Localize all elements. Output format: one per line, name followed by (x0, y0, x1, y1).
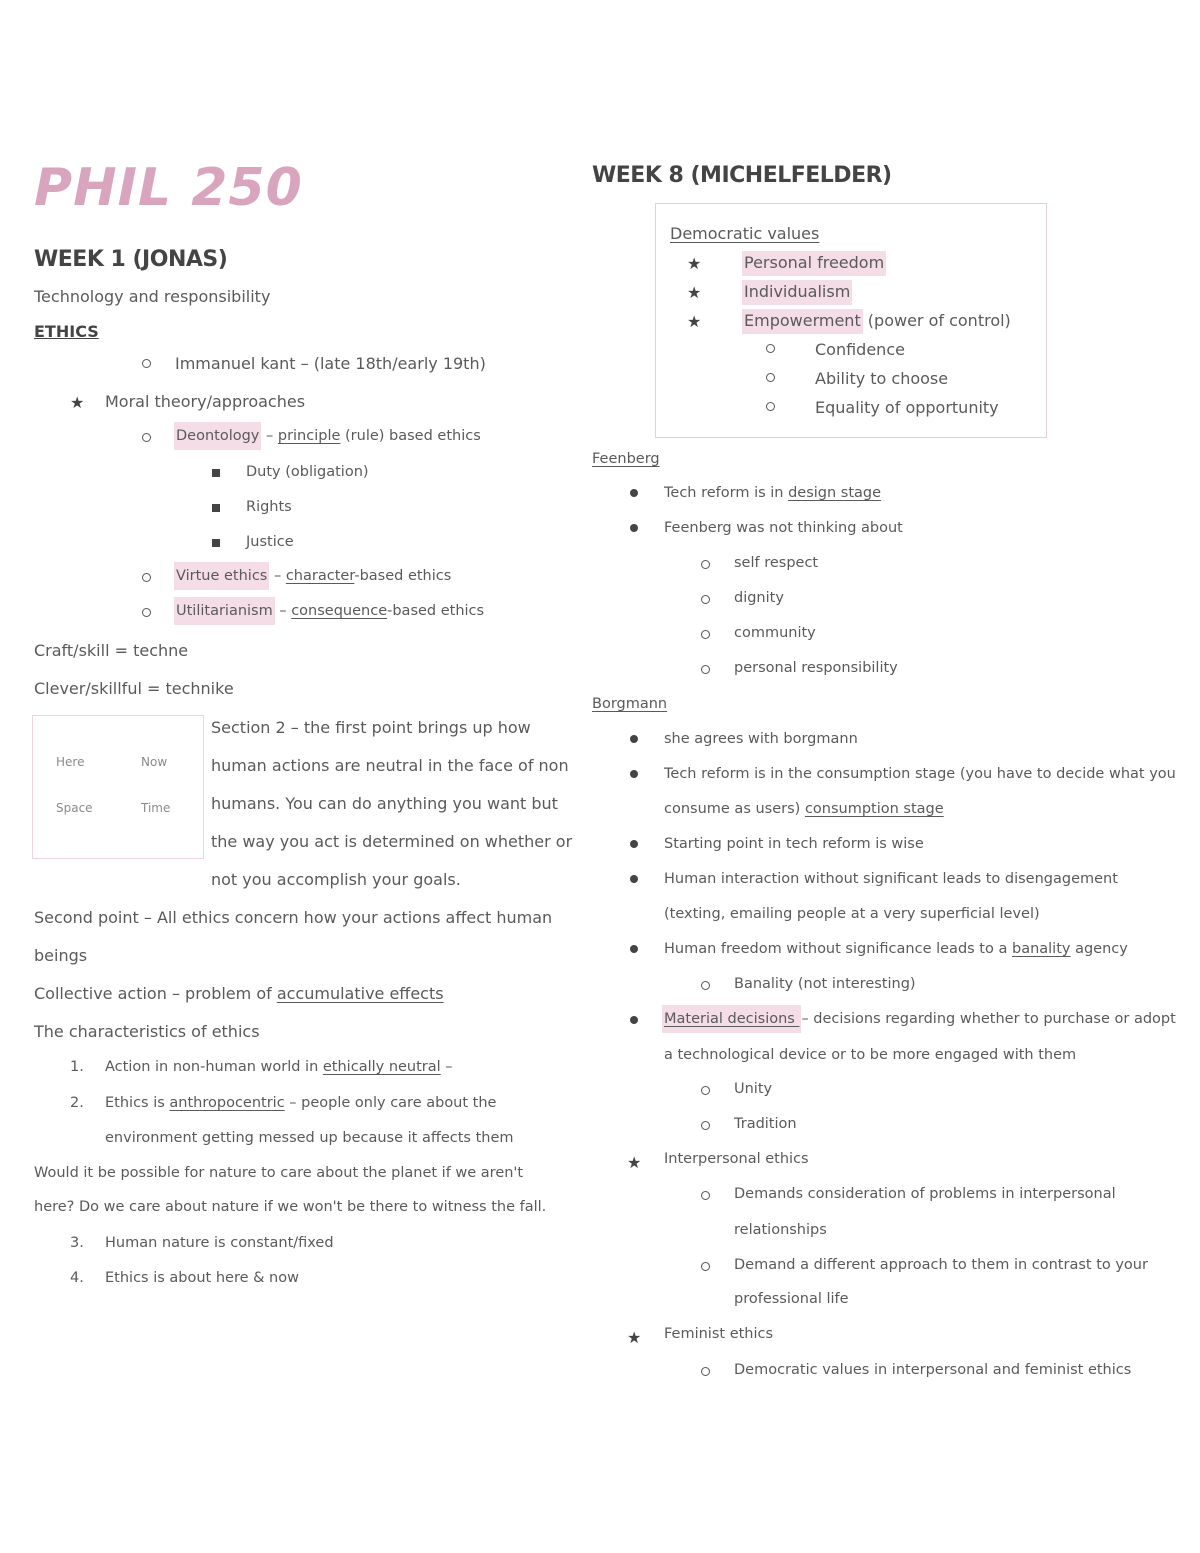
dot-bullet-icon (630, 1016, 638, 1024)
circle-bullet-icon (701, 595, 710, 604)
feminist-sub: Democratic values in interpersonal and feminist ethics (734, 1362, 1132, 1378)
empowerment: Empowerment (742, 309, 863, 334)
borgmann-1: she agrees with borgmann (664, 731, 858, 747)
circle-bullet-icon (142, 573, 151, 582)
circle-bullet-icon (701, 560, 710, 569)
banality-sub: Banality (not interesting) (734, 976, 916, 992)
dot-bullet-icon (630, 489, 638, 497)
page-title: PHIL 250 (34, 158, 303, 218)
feenberg-sub: personal responsibility (734, 660, 898, 676)
interpersonal-heading: Interpersonal ethics (664, 1151, 809, 1167)
question-line: here? Do we care about nature if we won't be there to witness the fall. (34, 1199, 547, 1215)
box-sub-item: Equality of opportunity (815, 398, 999, 417)
individualism: Individualism (742, 280, 852, 305)
ip-sub-cont: professional life (734, 1291, 849, 1307)
anthropocentric-link: anthropocentric (169, 1095, 285, 1111)
circle-bullet-icon (701, 665, 710, 674)
collective-line (34, 984, 444, 1003)
star-bullet-icon: ★ (687, 254, 702, 273)
moral-theory: Moral theory/approaches (105, 392, 306, 411)
second-point: Second point – All ethics concern how your actions affect human (34, 908, 553, 927)
borgmann-4-cont: (texting, emailing people at a very superficial level) (664, 906, 1040, 922)
star-bullet-icon: ★ (70, 393, 85, 412)
deontology-term: Deontology (174, 422, 261, 450)
section2-line: human actions are neutral in the face of non (211, 756, 569, 775)
dot-bullet-icon (630, 735, 638, 743)
ip-sub: Demands consideration of problems in interpersonal (734, 1186, 1116, 1202)
circle-bullet-icon (142, 359, 151, 368)
circle-bullet-icon (701, 1262, 710, 1271)
section2-line: not you accomplish your goals. (211, 870, 461, 889)
circle-bullet-icon (701, 1191, 710, 1200)
box-item (742, 311, 1011, 330)
section2-line: Section 2 – the first point brings up how (211, 718, 531, 737)
feenberg-2: Feenberg was not thinking about (664, 520, 903, 536)
star-bullet-icon: ★ (687, 312, 702, 331)
dot-bullet-icon (630, 945, 638, 953)
dot-bullet-icon (630, 875, 638, 883)
here-now-grid (32, 715, 204, 859)
b6-rest: – decisions regarding whether to purchase or adopt (801, 1011, 1176, 1027)
dash: – (274, 603, 292, 619)
box-title: Democratic values (670, 224, 820, 243)
ethics-heading: ETHICS (34, 322, 99, 341)
ethically-neutral-link: ethically neutral (322, 1059, 441, 1075)
ip-sub: Demand a different approach to them in contrast to your (734, 1257, 1148, 1273)
collective-prefix: Collective action – problem of (34, 984, 277, 1003)
feenberg-sub: dignity (734, 590, 784, 606)
item2-line (105, 1095, 496, 1111)
circle-bullet-icon (701, 1086, 710, 1095)
circle-bullet-icon (142, 433, 151, 442)
box-sub-item: Confidence (815, 340, 905, 359)
craft-line: Craft/skill = techne (34, 641, 189, 660)
square-bullet-icon (212, 469, 220, 477)
borgmann-2-cont (664, 801, 944, 817)
deontology-rest: (rule) based ethics (340, 428, 481, 444)
dot-bullet-icon (630, 840, 638, 848)
circle-bullet-icon (766, 344, 775, 353)
borgmann-heading: Borgmann (592, 696, 668, 712)
util-rest: -based ethics (387, 603, 485, 619)
circle-bullet-icon (766, 402, 775, 411)
deontology-line (174, 428, 481, 444)
question-line: Would it be possible for nature to care about the planet if we aren't (34, 1165, 524, 1181)
week8-heading: WEEK 8 (MICHELFELDER) (592, 163, 892, 188)
b6-sub: Unity (734, 1081, 773, 1097)
item-number: 2. (70, 1095, 84, 1111)
item1-suffix: – (440, 1059, 453, 1075)
consequence-link: consequence (291, 603, 388, 619)
consumption-stage-link: consumption stage (804, 801, 944, 817)
rights-item: Rights (246, 499, 292, 515)
principle-link: principle (277, 428, 341, 444)
star-bullet-icon: ★ (627, 1328, 642, 1347)
grid-now: Now (141, 755, 168, 769)
design-stage-link: design stage (788, 485, 882, 501)
circle-bullet-icon (701, 981, 710, 990)
borgmann-6 (662, 1011, 1176, 1027)
square-bullet-icon (212, 539, 220, 547)
box-sub-item: Ability to choose (815, 369, 949, 388)
b5-suffix: agency (1070, 941, 1128, 957)
dash: – (269, 568, 286, 584)
b2-prefix: consume as users) (664, 801, 805, 817)
feenberg-1-prefix: Tech reform is in (664, 485, 789, 501)
item2-prefix: Ethics is (105, 1095, 170, 1111)
item3-line: Human nature is constant/fixed (105, 1235, 334, 1251)
circle-bullet-icon (766, 373, 775, 382)
feenberg-sub: community (734, 625, 816, 641)
feenberg-sub: self respect (734, 555, 819, 571)
duty-item: Duty (obligation) (246, 464, 369, 480)
banality-link: banality (1011, 941, 1071, 957)
borgmann-4: Human interaction without significant leads to disengagement (664, 871, 1118, 887)
characteristics-heading: The characteristics of ethics (34, 1022, 260, 1041)
item2-suffix: – people only care about the (284, 1095, 497, 1111)
virtue-line (174, 568, 451, 584)
borgmann-6-cont: a technological device or to be more engaged with them (664, 1047, 1077, 1063)
virtue-term: Virtue ethics (174, 562, 269, 590)
item1-prefix: Action in non-human world in (105, 1059, 323, 1075)
b6-sub: Tradition (734, 1116, 797, 1132)
item-number: 1. (70, 1059, 84, 1075)
material-decisions-term: Material decisions (662, 1005, 801, 1033)
star-bullet-icon: ★ (627, 1153, 642, 1172)
dash: – (261, 428, 278, 444)
grid-time: Time (141, 801, 171, 815)
circle-bullet-icon (142, 608, 151, 617)
box-item (742, 253, 886, 272)
virtue-rest: -based ethics (354, 568, 452, 584)
ip-sub-cont: relationships (734, 1222, 827, 1238)
accumulative-link: accumulative effects (276, 984, 444, 1003)
subtitle: Technology and responsibility (34, 287, 271, 306)
dot-bullet-icon (630, 524, 638, 532)
section2-line: the way you act is determined on whether or (211, 832, 573, 851)
circle-bullet-icon (701, 1121, 710, 1130)
feminist-heading: Feminist ethics (664, 1326, 774, 1342)
item1-line (105, 1059, 453, 1075)
item-number: 3. (70, 1235, 84, 1251)
feenberg-1 (664, 485, 881, 501)
second-point-cont: beings (34, 946, 88, 965)
grid-space: Space (56, 801, 93, 815)
kant-line: Immanuel kant – (late 18th/early 19th) (175, 354, 486, 373)
star-bullet-icon: ★ (687, 283, 702, 302)
justice-item: Justice (246, 534, 294, 550)
borgmann-5 (664, 941, 1128, 957)
empowerment-suffix: (power of control) (862, 311, 1011, 330)
character-link: character (285, 568, 355, 584)
box-item (742, 282, 852, 301)
util-line (174, 603, 484, 619)
circle-bullet-icon (701, 630, 710, 639)
borgmann-3: Starting point in tech reform is wise (664, 836, 924, 852)
clever-line: Clever/skillful = technike (34, 679, 234, 698)
grid-here: Here (56, 755, 85, 769)
square-bullet-icon (212, 504, 220, 512)
borgmann-2: Tech reform is in the consumption stage (you have to decide what you (664, 766, 1176, 782)
feenberg-heading: Feenberg (592, 451, 660, 467)
item-number: 4. (70, 1270, 84, 1286)
personal-freedom: Personal freedom (742, 251, 886, 276)
util-term: Utilitarianism (174, 597, 275, 625)
circle-bullet-icon (701, 1367, 710, 1376)
week1-heading: WEEK 1 (JONAS) (34, 247, 228, 272)
item2-cont: environment getting messed up because it affects them (105, 1130, 514, 1146)
b5-prefix: Human freedom without significance leads to a (664, 941, 1012, 957)
dot-bullet-icon (630, 770, 638, 778)
section2-line: humans. You can do anything you want but (211, 794, 558, 813)
item4-line: Ethics is about here & now (105, 1270, 299, 1286)
